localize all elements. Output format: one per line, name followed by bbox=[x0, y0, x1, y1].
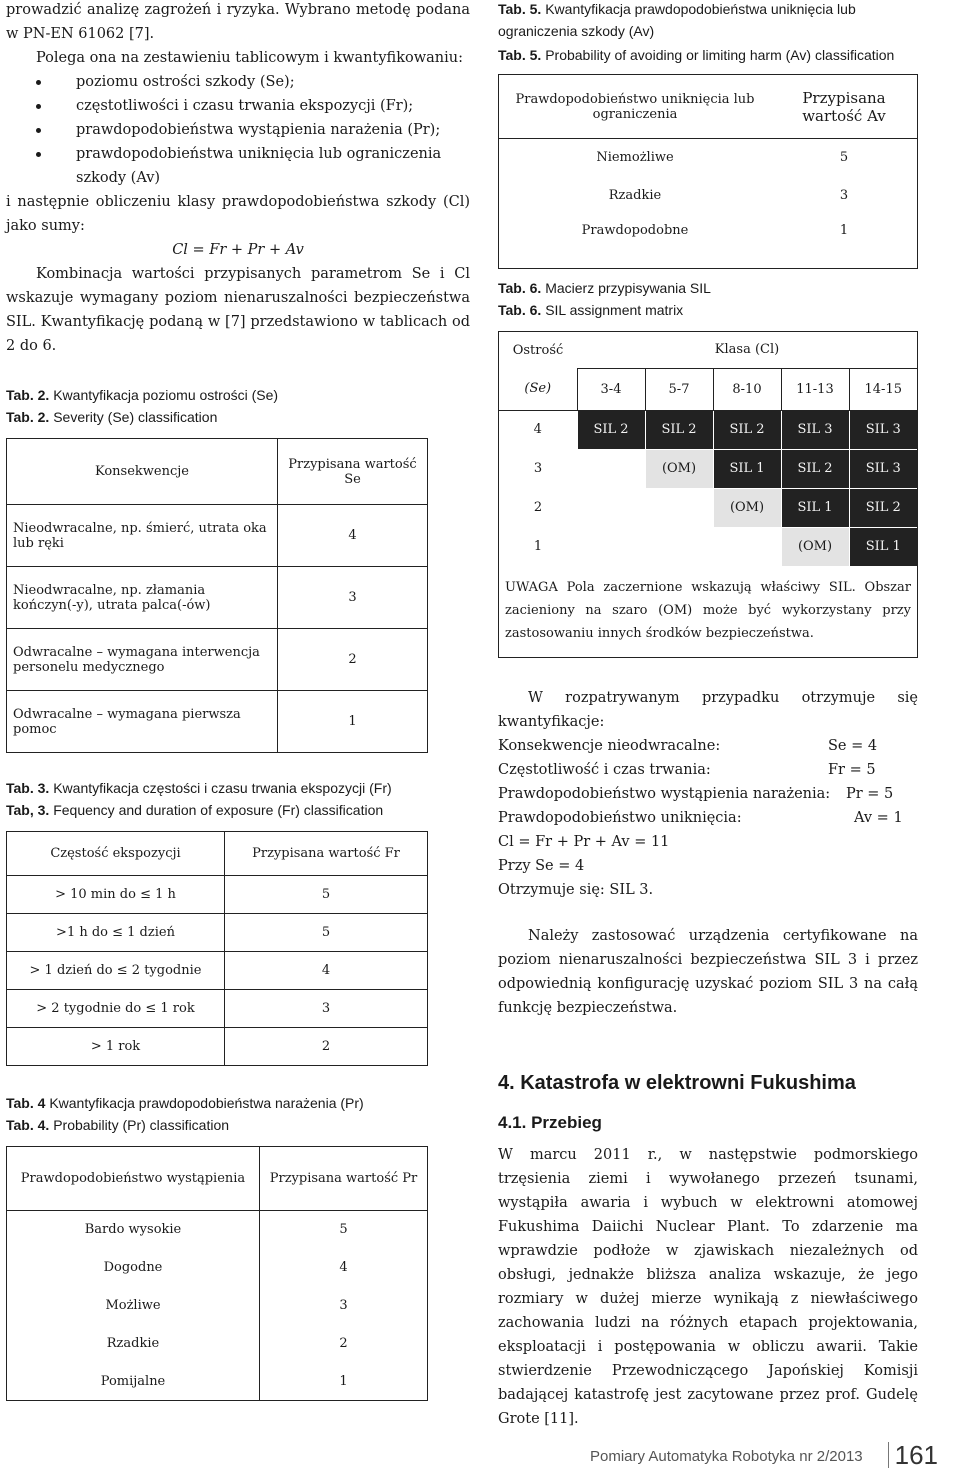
tab3-caption: Tab. 3. Kwantyfikacja częstości i czasu trwania ekspozycji (Fr) Tab, 3. Fequency and duration of exposure (Fr) classification bbox=[6, 780, 392, 818]
tab4-table bbox=[6, 1146, 428, 1401]
bullet-icon bbox=[36, 104, 41, 109]
table-row: Rzadkie 2 bbox=[7, 1325, 428, 1363]
section-paragraph: W marcu 2011 r., w następstwie podmorskiego trzęsienia ziemi i wywołanego przezeń tsunami, wystąpiła awaria i wybuch w elektrowni atomowej Fukushima Daiichi Nuclear Plant. To zdarzenie ma wprawdzie podłoże w zjawiskach niezależnych od obsługi, jednakże bliższa analiza wskazuje, że jego rozmiary w dużej mierze wynikają z niewłaściwego zachowania ludzi na różnych etapach projektowania, eksploatacji i postępowania w obliczu awarii. Takie stwierdzenie Przewodniczącego Japońskiej Komisji badającej katastrofę jest zacytowane przez prof. Gudelę Grote [11]. bbox=[498, 1147, 918, 1427]
severity-cell: 4 bbox=[499, 410, 577, 449]
calc-line: Częstotliwość i czas trwania: Fr = 5 bbox=[498, 762, 876, 778]
sil-cell: (OM) bbox=[713, 488, 781, 527]
table-header: Przypisana wartość Pr bbox=[260, 1147, 428, 1211]
table-row bbox=[499, 449, 917, 488]
sil-cell: (OM) bbox=[781, 527, 849, 566]
calc-line: Prawdopodobieństwo uniknięcia: Av = 1 bbox=[498, 810, 903, 826]
sil-cell: SIL 3 bbox=[781, 410, 849, 449]
sil-cell bbox=[645, 527, 713, 566]
se-line: Przy Se = 4 bbox=[498, 858, 585, 874]
table-header: Przypisana wartość Fr bbox=[225, 832, 428, 876]
sil-cell: SIL 2 bbox=[713, 410, 781, 449]
table-header: Przypisana wartość Av bbox=[771, 75, 918, 139]
method-paragraph: Polega ona na zestawieniu tablicowym i kwantyfikowaniu: bbox=[36, 50, 463, 66]
sil-cell bbox=[713, 527, 781, 566]
bullet-icon bbox=[36, 128, 41, 133]
subsection-heading: 4.1. Przebieg bbox=[498, 1113, 602, 1132]
bullet-icon bbox=[36, 80, 41, 85]
sil-cell: SIL 2 bbox=[849, 488, 917, 527]
table-row: Bardo wysokie 5 bbox=[7, 1211, 428, 1249]
sil-cell: SIL 1 bbox=[849, 527, 917, 566]
case-intro: W rozpatrywanym przypadku otrzymuje się kwantyfikacje: bbox=[498, 690, 918, 730]
tab2-caption: Tab. 2. Kwantyfikacja poziomu ostrości (Se) Tab. 2. Severity (Se) classification bbox=[6, 387, 279, 425]
page-footer bbox=[590, 1440, 950, 1470]
severity-cell: 1 bbox=[533, 539, 543, 554]
table-row: > 2 tygodnie do ≤ 1 rok 3 bbox=[7, 990, 428, 1028]
calc-line: Konsekwencje nieodwracalne: Se = 4 bbox=[498, 738, 878, 754]
sil-cell bbox=[577, 527, 645, 566]
table-header: Przypisana wartość Se bbox=[278, 439, 428, 505]
list-item: prawdopodobieństwa wystąpienia narażenia (Pr); bbox=[6, 118, 470, 142]
table-header: Częstość ekspozycji bbox=[7, 832, 225, 876]
page-number: 161 bbox=[894, 1440, 938, 1470]
tab6-matrix bbox=[498, 331, 918, 658]
bullet-icon bbox=[36, 152, 41, 157]
table-row bbox=[499, 488, 917, 527]
table-row: > 1 dzień do ≤ 2 tygodnie 4 bbox=[7, 952, 428, 990]
sil-cell: SIL 2 bbox=[577, 410, 645, 449]
severity-cell: 3 bbox=[533, 461, 543, 476]
list-item: prawdopodobieństwa uniknięcia lub ograniczenia szkody (Av) bbox=[6, 142, 470, 190]
sil-cell: SIL 3 bbox=[849, 449, 917, 488]
after-list-text: i następnie obliczeniu klasy prawdopodobieństwa szkody (Cl) jako sumy: bbox=[6, 194, 470, 234]
table-row: Nieodwracalne, np. złamania kończyn(-y), utrata palca(-ów) 3 bbox=[7, 567, 428, 629]
tab4-caption: Tab. 4 Kwantyfikacja prawdopodobieństwa narażenia (Pr) Tab. 4. Probability (Pr) classification bbox=[6, 1095, 364, 1133]
calc-line: Prawdopodobieństwo wystąpienia narażenia: Pr = 5 bbox=[498, 786, 894, 802]
table-row: >1 h do ≤ 1 dzień 5 bbox=[7, 914, 428, 952]
sil-cell bbox=[577, 488, 645, 527]
list-item: częstotliwości i czasu trwania ekspozycji (Fr); bbox=[6, 94, 470, 118]
tab6-note: UWAGA Pola zaczernione wskazują właściwy SIL. Obszar zacieniony na szaro (OM) może być wykorzystany przy zastosowaniu innych środków bezpieczeństwa. bbox=[505, 580, 911, 641]
quantification-list bbox=[6, 70, 470, 190]
sil-cell bbox=[645, 488, 713, 527]
sil-cell: SIL 1 bbox=[781, 488, 849, 527]
result-line: Otrzymuje się: SIL 3. bbox=[498, 882, 654, 898]
table-row: > 10 min do ≤ 1 h 5 bbox=[7, 876, 428, 914]
table-row: Niemożliwe 5 bbox=[596, 150, 849, 166]
intro-paragraph: prowadzić analizę zagrożeń i ryzyka. Wybrano metodę podana w PN-EN 61062 [7]. bbox=[6, 2, 470, 42]
formula: Cl = Fr + Pr + Av bbox=[172, 242, 304, 258]
tab6-caption: Tab. 6. Macierz przypisywania SIL Tab. 6. SIL assignment matrix bbox=[498, 280, 711, 318]
table-header: Klasa (Cl) bbox=[714, 342, 780, 358]
left-column bbox=[6, 0, 470, 1401]
sum-line: Cl = Fr + Pr + Av = 11 bbox=[498, 834, 670, 850]
table-row: Rzadkie 3 bbox=[608, 188, 849, 203]
combination-paragraph: Kombinacja wartości przypisanych parametrom Se i Cl wskazuje wymagany poziom nienaruszalności bezpieczeństwa SIL. Kwantyfikację podaną w [7] przedstawiono w tablicach od 2 do 6. bbox=[6, 266, 470, 354]
table-header: Konsekwencje bbox=[7, 439, 278, 505]
section-heading: 4. Katastrofa w elektrowni Fukushima bbox=[498, 1072, 856, 1094]
recommendation-paragraph: Należy zastosować urządzenia certyfikowane na poziom nienaruszalności bezpieczeństwa SIL 3 i przez odpowiednią konfigurację uzyskać poziom SIL 3 na całą funkcję bezpieczeństwa. bbox=[498, 928, 918, 1016]
severity-cell: 2 bbox=[533, 500, 543, 515]
table-row: Możliwe 3 bbox=[7, 1287, 428, 1325]
table-row bbox=[499, 410, 917, 449]
sil-cell: SIL 3 bbox=[849, 410, 917, 449]
table-row: Odwracalne – wymagana interwencja personelu medycznego 2 bbox=[7, 629, 428, 691]
list-item: poziomu ostrości szkody (Se); bbox=[6, 70, 470, 94]
tab2-table bbox=[6, 438, 428, 753]
table-row bbox=[499, 527, 917, 566]
sil-cell: SIL 2 bbox=[645, 410, 713, 449]
calc-block bbox=[498, 734, 918, 902]
table-header: Prawdopodobieństwo wystąpienia bbox=[7, 1147, 260, 1211]
footer-divider bbox=[888, 1442, 889, 1468]
table-row: > 1 rok 2 bbox=[7, 1028, 428, 1066]
table-row: (Se) 3-4 5-7 8-10 11-13 14-15 bbox=[499, 368, 917, 410]
table-row: Nieodwracalne, np. śmierć, utrata oka lub ręki 4 bbox=[7, 505, 428, 567]
journal-name: Pomiary Automatyka Robotyka nr 2/2013 bbox=[590, 1448, 863, 1465]
right-column bbox=[498, 0, 918, 1431]
table-row: Pomijalne 1 bbox=[7, 1363, 428, 1401]
tab5-caption: Tab. 5. Kwantyfikacja prawdopodobieństwa uniknięcia lub ograniczenia szkody (Av) Tab. 5. Probability of avoiding or limiting harm (Av) classification bbox=[498, 1, 895, 63]
table-header: Prawdopodobieństwo uniknięcia lub ograniczenia bbox=[499, 75, 772, 139]
sil-cell: (OM) bbox=[645, 449, 713, 488]
sil-cell: SIL 2 bbox=[781, 449, 849, 488]
sil-cell: SIL 1 bbox=[713, 449, 781, 488]
tab3-table bbox=[6, 831, 428, 1066]
table-row: Prawdopodobne 1 bbox=[581, 222, 849, 238]
table-header: Ostrość bbox=[512, 342, 564, 358]
table-row: Odwracalne – wymagana pierwsza pomoc 1 bbox=[7, 691, 428, 753]
table-row: Dogodne 4 bbox=[7, 1249, 428, 1287]
tab5-table bbox=[498, 74, 918, 269]
sil-cell bbox=[577, 449, 645, 488]
